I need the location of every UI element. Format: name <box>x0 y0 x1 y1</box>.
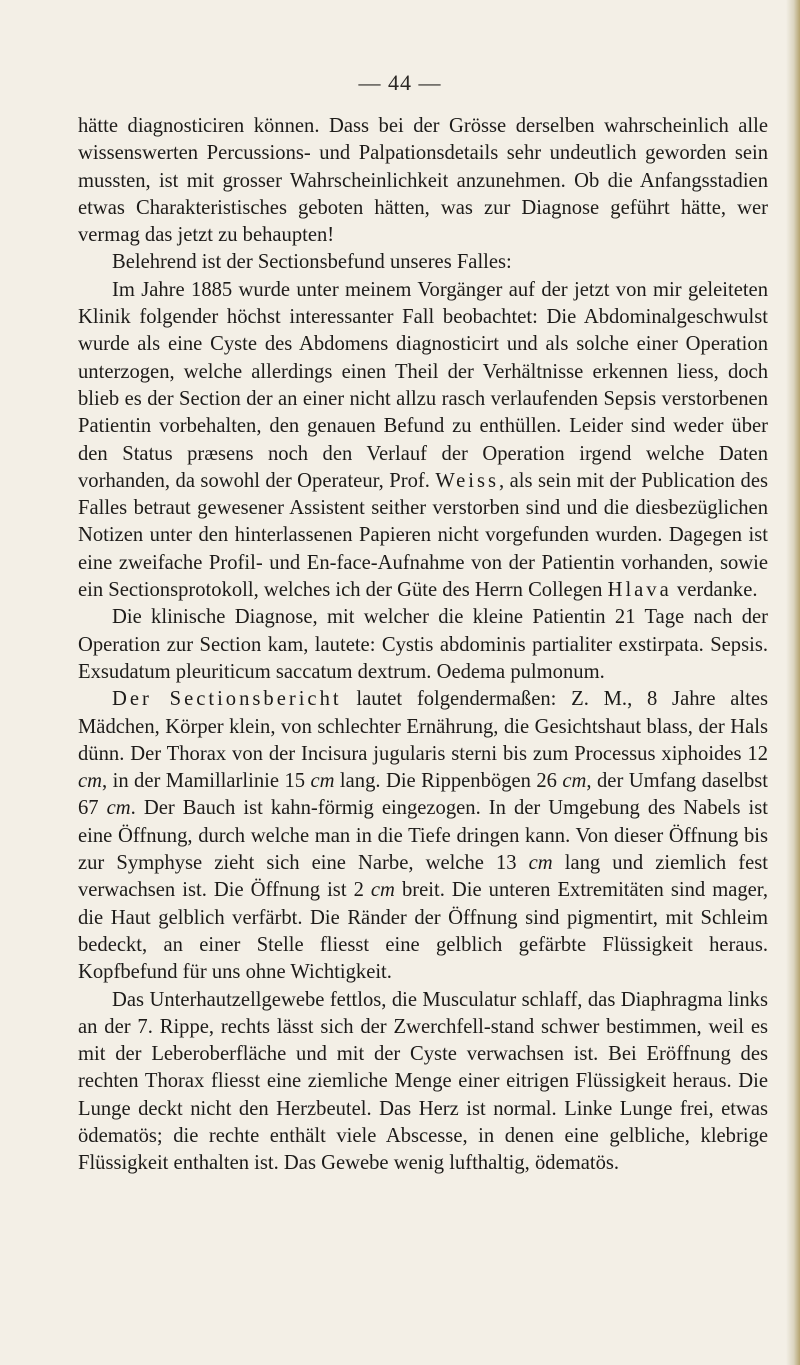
paragraph-5-part-5: . Der Bauch ist kahn-förmig eingezogen. In der Umgebung des Nabels ist eine Öffnung, durch welche man in die Tiefe dringen kann. Von dieser Öffnung bis zur Symphyse zieht sich eine Narbe, welche 13 <box>78 797 768 875</box>
paragraph-5-part-6: lang und ziemlich fest verwachsen ist. Die Öffnung ist 2 <box>78 852 768 902</box>
paragraph-5 <box>78 686 768 986</box>
paragraph-2: Belehrend ist der Sectionsbefund unseres Falles: <box>112 251 512 274</box>
unit-cm: cm <box>562 770 587 793</box>
page-number: — 44 — <box>358 70 442 95</box>
paragraph-6: Das Unterhautzellgewebe fettlos, die Musculatur schlaff, das Diaphragma links an der 7. Rippe, rechts lässt sich der Zwerchfell-stand schwer bestimmen, weil es mit der Leberoberfläche und mit der Cyste verwachsen ist. Bei Eröffnung des rechten Thorax fliesst eine ziemliche Menge einer eitrigen Flüssigkeit heraus. Die Lunge deckt nicht den Herzbeutel. Das Herz ist normal. Linke Lunge frei, etwas ödematös; die rechte enthält viele Abscesse, in denen eine gelbliche, klebrige Flüssigkeit enthalten ist. Das Gewebe wenig lufthaltig, ödematös. <box>78 988 768 1175</box>
paragraph-5-part-4: , der Umfang daselbst 67 <box>78 770 768 820</box>
unit-cm: cm <box>310 770 335 793</box>
author-name-weiss: Weiss <box>435 469 500 492</box>
paragraph-5-part-1: lautet folgendermaßen: Z. M., 8 Jahre altes Mädchen, Körper klein, von schlechter Ernährung, die Gesichtshaut blass, der Hals dünn. Der Thorax von der Incisura jugularis sterni bis zum Processus xiphoides 12 <box>78 688 768 765</box>
author-name-hlava: Hlava <box>607 579 672 602</box>
unit-cm: cm <box>528 852 553 875</box>
paragraph-3 <box>78 277 768 605</box>
paragraph-3-part-3: verdanke. <box>671 579 758 602</box>
paragraph-4: Die klinische Diagnose, mit welcher die kleine Patientin 21 Tage nach der Operation zur Section kam, lautete: Cystis abdominis partialiter exstirpata. Sepsis. Exsudatum pleuriticum saccatum dextrum. Oedema pulmonum. <box>78 606 768 683</box>
paragraph-3-part-1: Im Jahre 1885 wurde unter meinem Vorgänger auf der jetzt von mir geleiteten Klinik folgender höchst interessanter Fall beobachtet: Die Abdominalgeschwulst wurde als eine Cyste des Abdomens diagnosticirt und als solche einer Operation unterzogen, welche allerdings einen Theil der Verhältnisse erkennen liess, doch blieb es der Section der an einer nicht allzu rasch verlaufenden Sepsis verstorbenen Patientin vorbehalten, den genauen Befund zu enthüllen. Leider sind weder über den Status præsens noch den Verlauf der Operation irgend welche Daten vorhanden, da sowohl der Operateur, Prof. <box>78 278 768 492</box>
page-edge-shadow <box>786 0 800 1365</box>
unit-cm: cm <box>370 879 395 902</box>
paragraph-5-part-2: , in der Mamillarlinie 15 <box>102 770 311 793</box>
section-report-heading: Der Sectionsbericht <box>112 688 342 711</box>
body-text <box>78 113 768 1178</box>
paragraph-5-part-3: lang. Die Rippenbögen 26 <box>334 770 563 793</box>
paragraph-3-part-2: , als sein mit der Publication des Falles betraut gewesener Assistent seither verstorben sind und die diesbezüglichen Notizen unter den hinterlassenen Papieren nicht vorgefunden wurden. Dagegen ist eine zweifache Profil- und En-face-Aufnahme von der Patientin vorhanden, sowie ein Sectionsprotokoll, welches ich der Güte des Herrn Collegen <box>78 469 768 602</box>
unit-cm: cm <box>78 770 103 793</box>
paragraph-1: hätte diagnosticiren können. Dass bei der Grösse derselben wahrscheinlich alle wissenswerten Percussions- und Palpationsdetails sehr undeutlich geworden sein mussten, ist mit grosser Wahrscheinlichkeit anzunehmen. Ob die Anfangsstadien etwas Charakteristisches geboten hätten, was zur Diagnose geführt hätte, wer vermag das jetzt zu behaupten! <box>78 115 768 247</box>
unit-cm: cm <box>106 797 131 820</box>
paragraph-5-part-7: breit. Die unteren Extremitäten sind mager, die Haut gelblich verfärbt. Die Ränder der Öffnung sind pigmentirt, mit Schleim bedeckt, an einer Stelle fliesst eine gelblich gefärbte Flüssigkeit heraus. Kopfbefund für uns ohne Wichtigkeit. <box>78 879 768 984</box>
